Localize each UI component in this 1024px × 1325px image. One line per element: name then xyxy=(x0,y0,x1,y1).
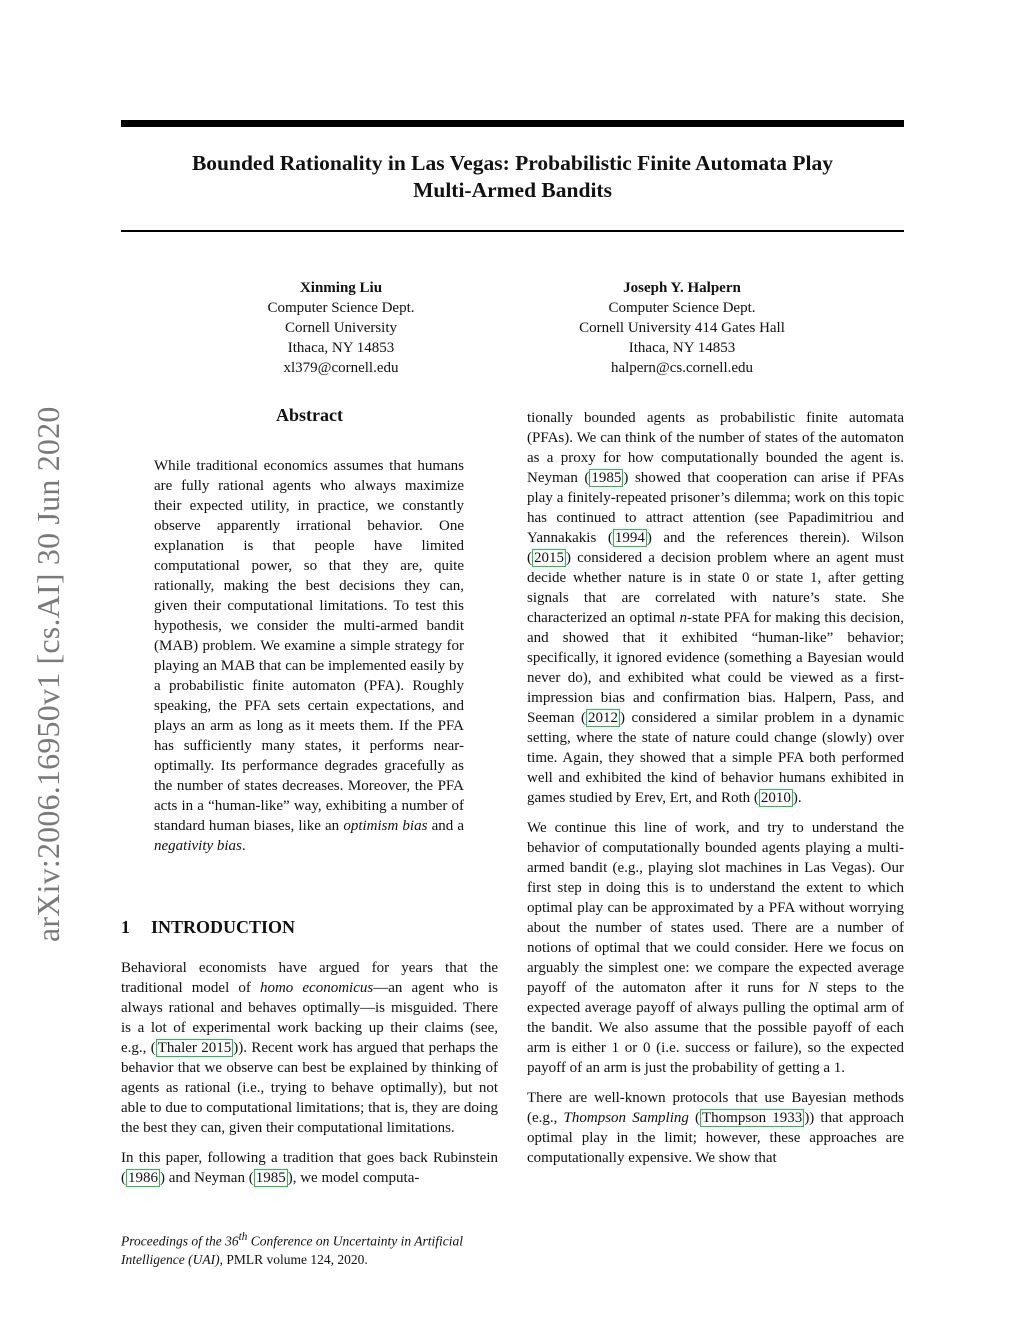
section-title: INTRODUCTION xyxy=(151,917,296,937)
author-org: Cornell University xyxy=(284,320,398,336)
intro-paragraph-2: In this paper, following a tradition that goes back Rubinstein ( 1986 ) and Neyman ( 1985 ), we model computa- xyxy=(121,1150,498,1186)
author-city: Ithaca, NY 14853 xyxy=(628,340,736,356)
section-number: 1 xyxy=(121,917,130,937)
intro-paragraph-4: We continue this line of work, and try to understand the behavior of computationally bounded agents playing a multi-armed bandit (e.g., playing slot machines in Las Vegas). Our first step in doing this is to understand the extent to which optimal play can be approximated by a PFA without worrying about the number of states used. There are a number of notions of optimal that we could consider. Here we focus on arguably the simplest one: we compare the expected average payoff of the automaton after it runs for N steps to the expected average payoff of always pulling the optimal arm of the bandit. We also assume that the possible payoff of each arm is either 1 or 0 (i.e. success or failure), so the expected payoff of an arm is just the probability of getting a 1. xyxy=(527,820,904,1076)
author-city: Ithaca, NY 14853 xyxy=(287,340,395,356)
author-block-1 xyxy=(191,278,491,378)
arxiv-stamp: arXiv:2006.16950v1 [cs.AI] 30 Jun 2020 xyxy=(30,406,66,942)
author-block-2 xyxy=(532,278,832,378)
citation-link[interactable]: 2010 xyxy=(760,790,791,806)
citation-link[interactable]: 1985 xyxy=(591,470,622,486)
abstract-heading: Abstract xyxy=(276,405,343,425)
title-line-2: Multi-Armed Bandits xyxy=(413,178,612,202)
abstract-body: While traditional economics assumes that humans are fully rational agents who always maximize their expected utility, in practice, we constantly observe apparently irrational behavior. One explanation is that people have limited computational power, so that they are, quite rationally, making the best decisions they can, given their computational limitations. To test this hypothesis, we consider the multi-armed bandit (MAB) problem. We examine a simple strategy for playing an MAB that can be implemented easily by a probabilistic finite automaton (PFA). Roughly speaking, the PFA sets certain expectations, and plays an arm as long as it meets them. If the PFA has sufficiently many states, it performs near-optimally. Its performance degrades gracefully as the number of states decreases. Moreover, the PFA acts in a “human-like” way, exhibiting a number of standard human biases, like an optimism bias and a negativity bias. xyxy=(154,458,465,854)
citation-link[interactable]: Thaler 2015 xyxy=(157,1040,232,1056)
author-email: xl379@cornell.edu xyxy=(283,360,399,376)
top-rule xyxy=(121,120,904,127)
paper-title xyxy=(121,150,904,204)
citation-link[interactable]: 2015 xyxy=(534,550,564,566)
section-heading xyxy=(121,917,295,938)
citation-link[interactable]: 1994 xyxy=(614,530,645,546)
author-email: halpern@cs.cornell.edu xyxy=(610,360,754,376)
author-dept: Computer Science Dept. xyxy=(267,300,415,316)
title-rule xyxy=(121,230,904,232)
author-org: Cornell University 414 Gates Hall xyxy=(579,320,785,336)
citation-link[interactable]: 1986 xyxy=(128,1170,158,1186)
intro-paragraph-5: There are well-known protocols that use Bayesian methods (e.g., Thompson Sampling ( Thompson 1933 )) that approach optimal play in the limit; however, these approaches are computationally expensive. We show that xyxy=(527,1090,905,1166)
intro-paragraph-3: tionally bounded agents as probabilistic finite automata (PFAs). We can think of the number of states of the automaton as a proxy for how computationally bounded the agent is. Neyman ( 1985 ) showed that cooperation can arise if PFAs play a finitely-repeated prisoner’s dilemma; work on this topic has continued to attract attention (see Papadimitriou and Yannakakis ( 1994 ) and the references therein). Wilson ( 2015 ) considered a decision problem where an agent must decide whether nature is in state 0 or state 1, after getting signals that are correlated with nature’s state. She characterized an optimal n-state PFA for making this decision, and showed that it exhibited “human-like” behavior; specifically, it ignored evidence (something a Bayesian would never do), and exhibited what could be viewed as a first-impression bias and confirmation bias. Halpern, Pass, and Seeman ( 2012 ) considered a similar problem in a dynamic setting, where the state of nature could change (slowly) over time. Again, they showed that a simple PFA both performed well and exhibited the kind of behavior humans exhibited in games studied by Erev, Ert, and Roth ( 2010 ). xyxy=(527,410,905,806)
author-dept: Computer Science Dept. xyxy=(608,300,756,316)
citation-link[interactable]: Thompson 1933 xyxy=(702,1110,803,1126)
proceedings-footnote: Proceedings of the 36th Conference on Uncertainty in Artificial Intelligence (UAI), PMLR volume 124, 2020. xyxy=(121,1231,463,1267)
author-name: Joseph Y. Halpern xyxy=(623,280,741,296)
citation-link[interactable]: 2012 xyxy=(588,710,619,726)
citation-link[interactable]: 1985 xyxy=(255,1170,286,1186)
intro-paragraph-1: Behavioral economists have argued for years that the traditional model of homo economicus—an agent who is always rational and behaves optimally—is misguided. There is a lot of experimental work backing up their claims (see, e.g., ( Thaler 2015 )). Recent work has argued that perhaps the behavior that we observe can best be explained by thinking of agents as rational (i.e., trying to behave optimally), but not able to due to computational limitations; that is, they are doing the best they can, given their computational limitations. xyxy=(121,960,498,1136)
left-column xyxy=(121,958,498,1198)
right-column xyxy=(527,408,904,1178)
author-name: Xinming Liu xyxy=(299,280,383,296)
title-line-1: Bounded Rationality in Las Vegas: Probabilistic Finite Automata Play xyxy=(191,151,834,175)
